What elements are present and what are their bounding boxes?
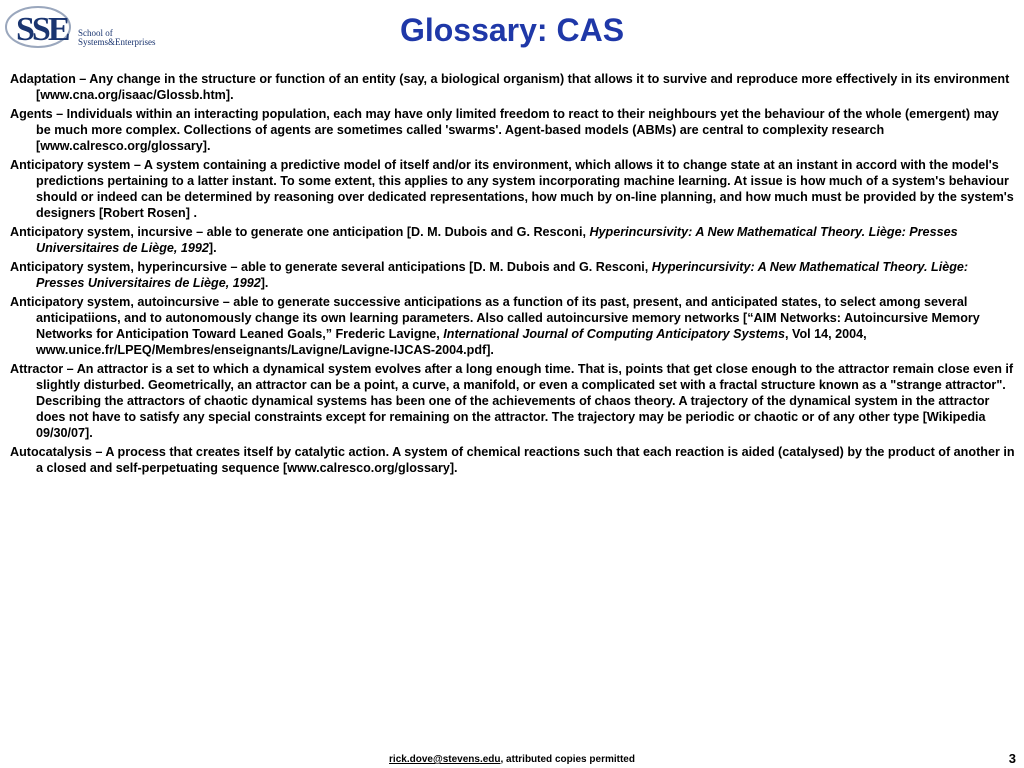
svg-text:SSE: SSE — [16, 11, 68, 48]
glossary-entry — [10, 71, 1015, 103]
glossary-entry — [10, 444, 1015, 476]
glossary-entry — [10, 259, 1015, 291]
entry-text: ]. — [260, 276, 269, 290]
slide-title: Glossary: CAS — [399, 12, 625, 48]
entry-text: , Vol 14, 2004, www.unice.fr/LPEQ/Membres/enseignants/Lavigne/Lavigne-IJCAS-2004.pdf]. — [36, 327, 867, 357]
entry-citation-title: Hyperincursivity: A New Mathematical Theory. Liège: Presses Universitaires de Liège, 1992 — [36, 225, 958, 255]
entry-text: Anticipatory system, hyperincursive – able to generate several anticipations [D. M. Dubois and G. Resconi, — [10, 260, 652, 274]
glossary-entry — [10, 157, 1015, 221]
glossary-list — [10, 71, 1015, 479]
page-number: 3 — [1008, 751, 1016, 766]
entry-text: Anticipatory system – A system containing a predictive model of itself and/or its environment, which allows it to change state at an instant in accord with the model's predictions pertaining to a latter instant. To some extent, this applies to any system incorporating machine learning. At issue is how much of a system's behaviour should or indeed can be determined by reasoning over dedicated representations, how much by on-line planning, and how much must be provided by the system's designers [Robert Rosen] . — [10, 158, 1014, 220]
email-link[interactable]: rick.dove@stevens.edu — [389, 754, 501, 765]
entry-text: ]. — [208, 241, 217, 255]
entry-text: Autocatalysis – A process that creates itself by catalytic action. A system of chemical reactions such that each reaction is aided (catalysed) by the product of another in a closed and self-perpetuating sequence [www.calresco.org/glossary]. — [10, 445, 1015, 475]
logo-line-2: Systems&Enterprises — [78, 37, 156, 47]
glossary-entry — [10, 294, 1015, 358]
glossary-entry — [10, 106, 1015, 154]
glossary-entry — [10, 361, 1015, 441]
entry-citation-title: Hyperincursivity: A New Mathematical Theory. Liège: Presses Universitaires de Liège, 1992 — [36, 260, 969, 290]
footer-note: , attributed copies permitted — [500, 754, 635, 765]
logo-line-1: School of — [78, 28, 113, 38]
entry-citation-title: International Journal of Computing Anticipatory Systems — [443, 327, 785, 341]
footer — [0, 754, 1024, 765]
entry-text: Attractor – An attractor is a set to which a dynamical system evolves after a long enough time. That is, points that get close enough to the attractor remain close even if slightly disturbed. Geometrically, an attractor can be a point, a curve, a manifold, or even a complicated set with a fractal structure known as a "strange attractor". Describing the attractors of chaotic dynamical systems has been one of the achievements of chaos theory. A trajectory of the dynamical system in the attractor does not have to satisfy any special constraints except for remaining on the attractor. The trajectory may be periodic or chaotic or of any other type [Wikipedia 09/30/07]. — [10, 362, 1014, 440]
glossary-entry — [10, 224, 1015, 256]
entry-text: Anticipatory system, incursive – able to generate one anticipation [D. M. Dubois and G. Resconi, — [10, 225, 590, 239]
entry-text: Adaptation – Any change in the structure or function of an entity (say, a biological organism) that allows it to survive and reproduce more effectively in its environment [www.cna.org/isaac/Glossb.htm]. — [10, 72, 1010, 102]
entry-text: Anticipatory system, autoincursive – able to generate successive anticipations as a function of its past, present, and anticipated states, to select among several anticipatiions, and to autonomously change its own learning parameters. Also called autoincursive memory networks [“AIM Networks: Autoincursive Memory Networks for Anticipation Toward Leaned Goals,” Frederic Lavigne, — [10, 295, 980, 341]
entry-text: Agents – Individuals within an interacting population, each may have only limited freedom to react to their neighbours yet the behaviour of the whole (emergent) may be much more complex. Collections of agents are sometimes called 'swarms'. Agent-based models (ABMs) are central to complexity research [www.calresco.org/glossary]. — [10, 107, 999, 153]
